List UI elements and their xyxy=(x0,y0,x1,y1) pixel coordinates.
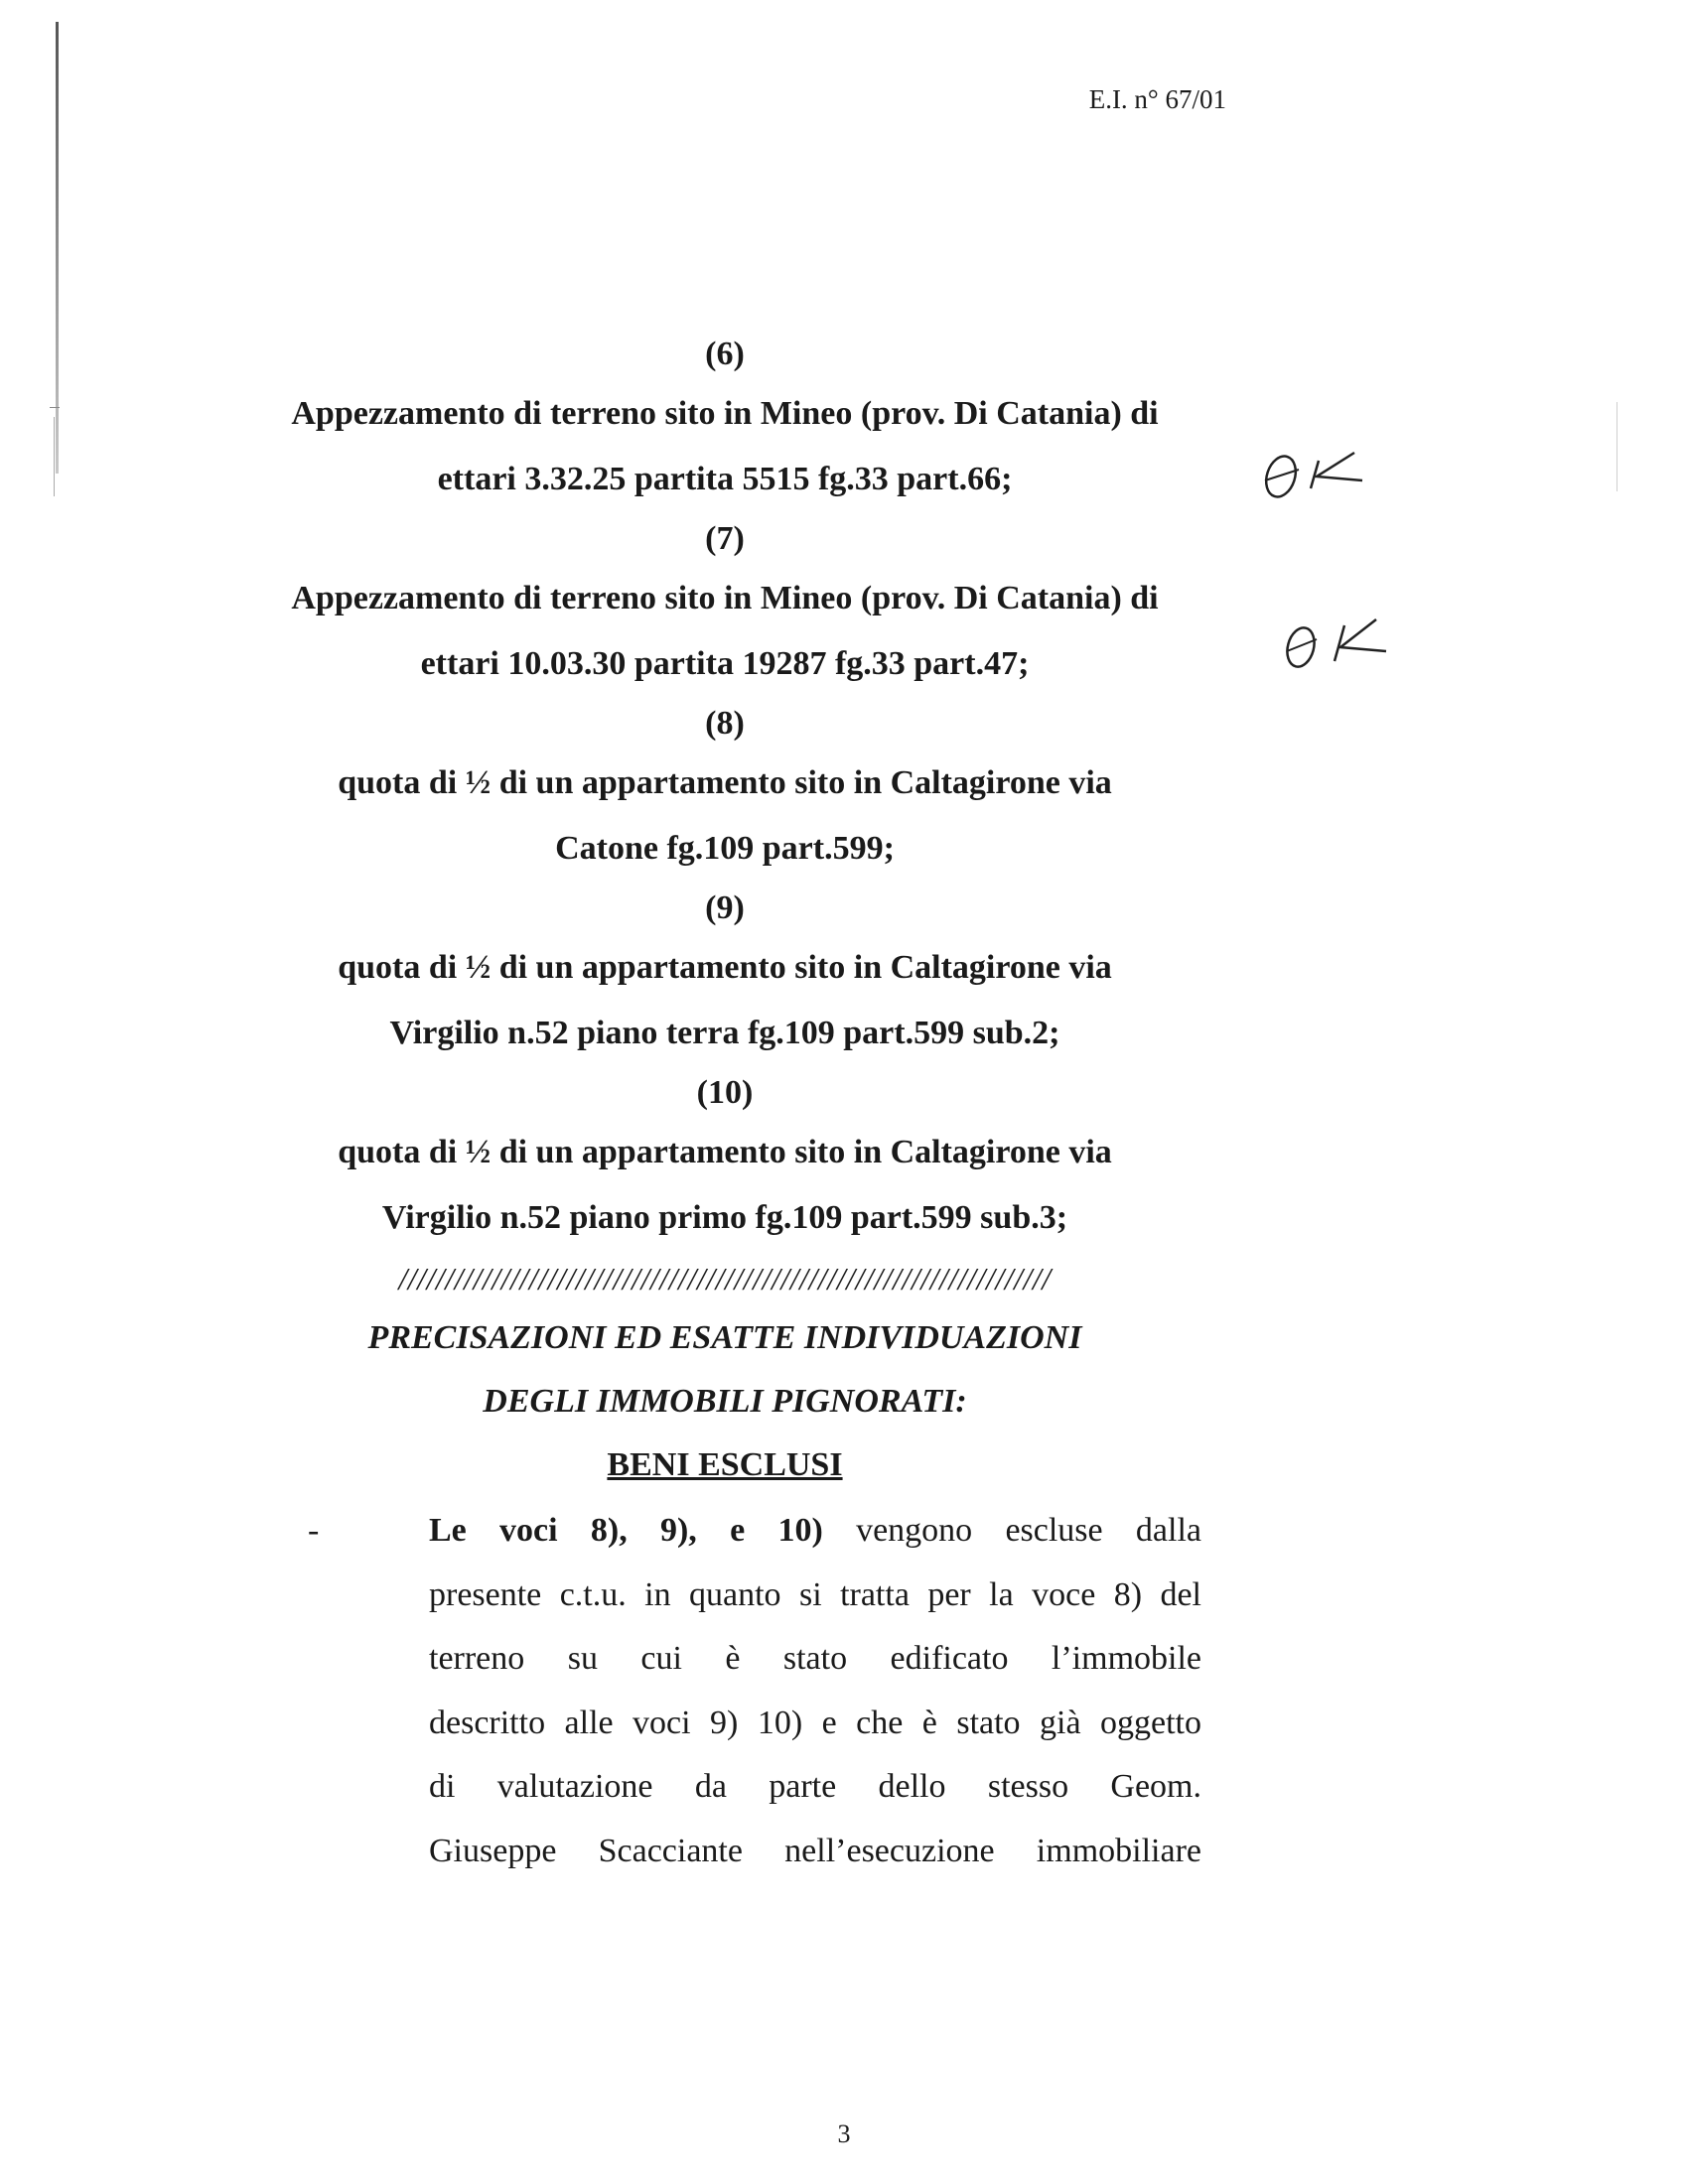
entry-number: (9) xyxy=(705,889,745,926)
entry-line: Virgilio n.52 piano primo fg.109 part.599 sub.3; xyxy=(381,1199,1068,1236)
scan-right-mark xyxy=(1617,402,1618,491)
entry-line: Catone fg.109 part.599; xyxy=(555,830,895,867)
scan-tick-mark xyxy=(50,407,60,408)
entry-line: Virgilio n.52 piano terra fg.109 part.599 sub.2; xyxy=(389,1015,1060,1051)
entry-line: Appezzamento di terreno sito in Mineo (prov. Di Catania) di xyxy=(291,580,1159,616)
document-body xyxy=(199,328,1251,1883)
entry-9 xyxy=(199,882,1251,1066)
entry-number: (8) xyxy=(705,705,745,742)
scan-edge-mark xyxy=(56,22,59,474)
entry-list xyxy=(199,328,1251,1251)
entry-line: quota di ½ di un appartamento sito in Caltagirone via xyxy=(338,764,1112,801)
entry-line: ettari 10.03.30 partita 19287 fg.33 part.47; xyxy=(420,645,1030,682)
entry-line: ettari 3.32.25 partita 5515 fg.33 part.66; xyxy=(437,461,1013,497)
handwritten-ok-annotation-1 xyxy=(1259,437,1368,516)
scan-edge-mark-lower xyxy=(54,417,55,496)
entry-6 xyxy=(199,328,1251,512)
section-title-line2: DEGLI IMMOBILI PIGNORATI: xyxy=(483,1383,967,1420)
paragraph-line: descritto alle voci 9) 10) e che è stato già oggetto xyxy=(429,1704,1201,1741)
paragraph-line-rest: vengono escluse dalla xyxy=(822,1512,1201,1549)
entry-number: (10) xyxy=(696,1074,754,1111)
bullet-dash: - xyxy=(308,1512,320,1549)
entry-line: quota di ½ di un appartamento sito in Caltagirone via xyxy=(338,1134,1112,1170)
separator-line: ////////////////////////////////////////////////////////////////////// xyxy=(398,1261,1052,1297)
paragraph-line xyxy=(429,1499,1201,1564)
section-title: PRECISAZIONI ED ESATTE INDIVIDUAZIONI xyxy=(367,1319,1082,1356)
paragraph-line: di valutazione da parte dello stesso Geom. xyxy=(429,1768,1201,1805)
paragraph-lead: Le voci 8), 9), e 10) xyxy=(429,1512,823,1549)
handwritten-ok-annotation-2 xyxy=(1281,606,1390,685)
page-number: 3 xyxy=(837,2119,851,2148)
entry-number: (7) xyxy=(705,520,745,557)
entry-7 xyxy=(199,512,1251,697)
section-subtitle: BENI ESCLUSI xyxy=(607,1446,843,1483)
paragraph-text xyxy=(429,1499,1201,1883)
paragraph-line: terreno su cui è stato edificato l’immobile xyxy=(429,1640,1201,1677)
entry-number: (6) xyxy=(705,336,745,372)
entry-line: Appezzamento di terreno sito in Mineo (prov. Di Catania) di xyxy=(291,395,1159,432)
entry-10 xyxy=(199,1066,1251,1251)
document-reference: E.I. n° 67/01 xyxy=(1088,84,1226,114)
entry-line: quota di ½ di un appartamento sito in Caltagirone via xyxy=(338,949,1112,986)
paragraph-line: presente c.t.u. in quanto si tratta per la voce 8) del xyxy=(429,1575,1201,1613)
paragraph-line: Giuseppe Scacciante nell’esecuzione immobiliare xyxy=(429,1832,1201,1869)
excluded-items-paragraph xyxy=(199,1499,1251,1883)
entry-8 xyxy=(199,697,1251,882)
